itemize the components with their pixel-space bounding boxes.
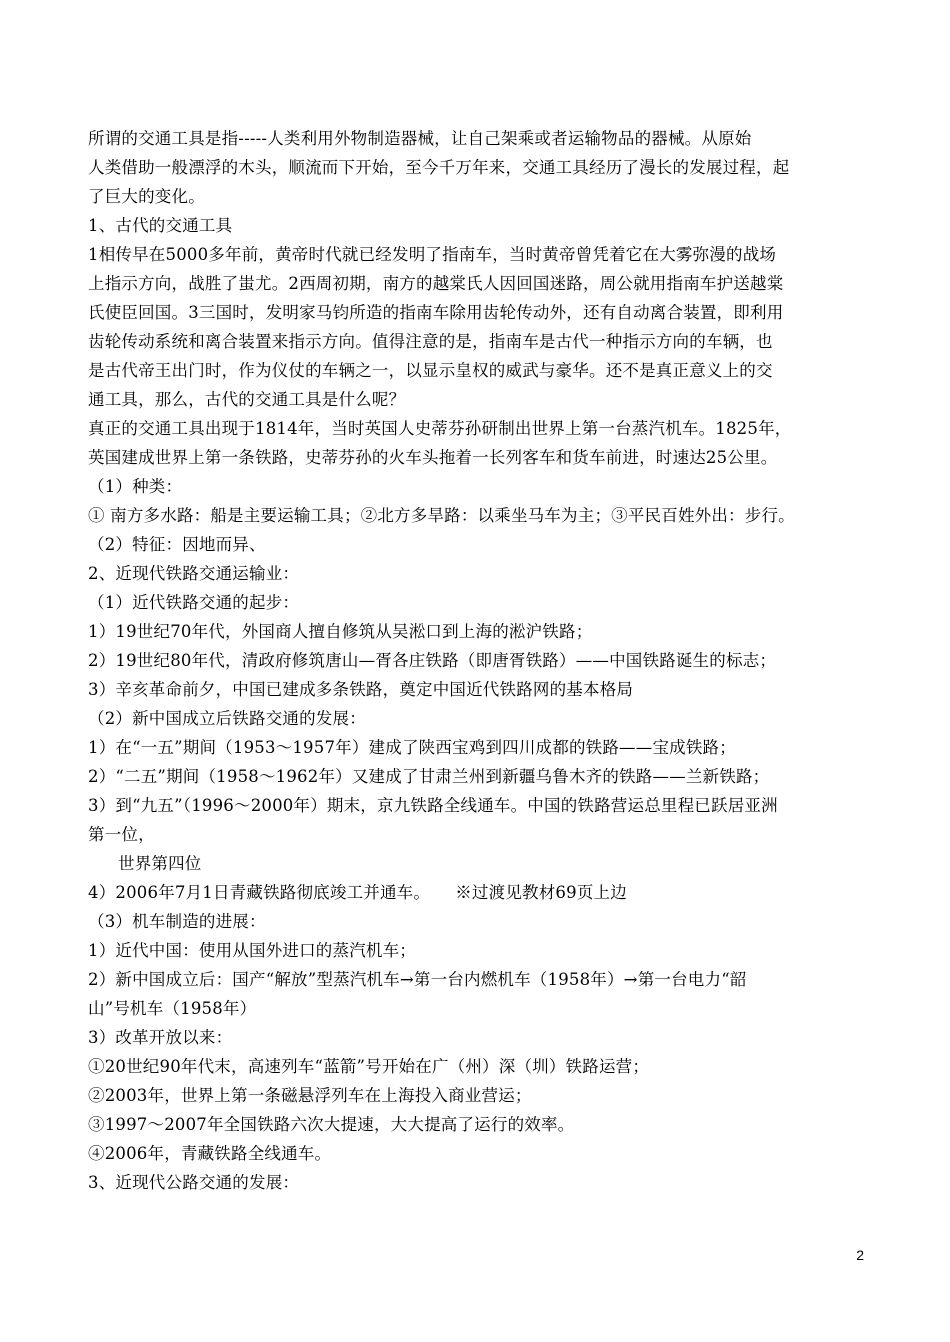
list-item: ①20世纪90年代末，高速列车“蓝箭”号开始在广（州）深（圳）铁路运营； <box>88 1057 650 1076</box>
section-heading-ancient: 1、古代的交通工具 <box>88 216 233 235</box>
subheading-features: （2）特征：因地而异、 <box>88 535 266 554</box>
subheading-railway-development: （2）新中国成立后铁路交通的发展： <box>88 709 366 728</box>
list-item: ① 南方多水路：船是主要运输工具；②北方多旱路：以乘坐马车为主；③平民百姓外出：步行。 <box>88 506 795 525</box>
list-item: 3）辛亥革命前夕，中国已建成多条铁路，奠定中国近代铁路网的基本格局 <box>88 680 634 699</box>
list-item-continuation: 世界第四位 <box>118 854 202 873</box>
paragraph-line: 是古代帝王出门时，作为仪仗的车辆之一，以显示皇权的威武与豪华。还不是真正意义上的交 <box>88 361 773 380</box>
paragraph-line: 上指示方向，战胜了蚩尤。2西周初期，南方的越棠氏人因回国迷路，周公就用指南车护送越棠 <box>88 274 784 293</box>
section-heading-railway: 2、近现代铁路交通运输业： <box>88 564 300 583</box>
list-item-continuation: 第一位， <box>88 825 155 844</box>
list-item: 1）在“一五”期间（1953～1957年）建成了陕西宝鸡到四川成都的铁路——宝成铁路； <box>88 738 736 757</box>
paragraph-line: 1相传早在5000多年前，黄帝时代就已经发明了指南车，当时黄帝曾凭着它在大雾弥漫的战场 <box>88 245 777 264</box>
subheading-locomotive: （3）机车制造的进展： <box>88 912 266 931</box>
paragraph-line: 英国建成世界上第一条铁路，史蒂芬孙的火车头拖着一长列客车和货车前进，时速达25公里。 <box>88 448 778 467</box>
list-item: 2）19世纪80年代，清政府修筑唐山—胥各庄铁路（即唐胥铁路）——中国铁路诞生的标志； <box>88 651 777 670</box>
paragraph-line: 真正的交通工具出现于1814年，当时英国人史蒂芬孙研制出世界上第一台蒸汽机车。1825年， <box>88 419 792 438</box>
paragraph-line: 齿轮传动系统和离合装置来指示方向。值得注意的是，指南车是古代一种指示方向的车辆，也 <box>88 332 773 351</box>
subheading-railway-start: （1）近代铁路交通的起步： <box>88 593 300 612</box>
list-item: ②2003年，世界上第一条磁悬浮列车在上海投入商业营运； <box>88 1086 532 1105</box>
list-item: 3）改革开放以来： <box>88 1028 233 1047</box>
paragraph-line: 通工具，那么，古代的交通工具是什么呢？ <box>88 390 406 409</box>
list-item: 2）新中国成立后：国产“解放”型蒸汽机车→第一台内燃机车（1958年）→第一台电力“韶 <box>88 970 747 989</box>
list-item: 1）19世纪70年代，外国商人擅自修筑从吴淞口到上海的淞沪铁路； <box>88 622 593 641</box>
list-item: ③1997～2007年全国铁路六次大提速，大大提高了运行的效率。 <box>88 1115 575 1134</box>
section-heading-highway: 3、近现代公路交通的发展： <box>88 1173 300 1192</box>
list-item: ④2006年，青藏铁路全线通车。 <box>88 1144 332 1163</box>
paragraph-line: 氏使臣回国。3三国时，发明家马钧所造的指南车除用齿轮传动外，还有自动离合装置，即利用 <box>88 303 784 322</box>
page-number: 2 <box>856 1247 864 1263</box>
subheading-types: （1）种类： <box>88 477 183 496</box>
list-item: 2）“二五”期间（1958～1962年）又建成了甘肃兰州到新疆乌鲁木齐的铁路——兰新铁路； <box>88 767 770 786</box>
list-item-continuation: 山”号机车（1958年） <box>88 999 257 1018</box>
list-item: 4）2006年7月1日青藏铁路彻底竣工并通车。 ※过渡见教材69页上边 <box>88 883 627 902</box>
document-body <box>88 124 864 1197</box>
intro-line-3: 了巨大的变化。 <box>88 187 205 206</box>
list-item: 3）到“九五”（1996～2000年）期末，京九铁路全线通车。中国的铁路营运总里程已跃居亚洲 <box>88 796 778 815</box>
intro-line-2: 人类借助一般漂浮的木头，顺流而下开始，至今千万年来，交通工具经历了漫长的发展过程，起 <box>88 158 790 177</box>
intro-line-1: 所谓的交通工具是指-----人类利用外物制造器械，让自己架乘或者运输物品的器械。从原始 <box>88 129 752 148</box>
list-item: 1）近代中国：使用从国外进口的蒸汽机车； <box>88 941 416 960</box>
